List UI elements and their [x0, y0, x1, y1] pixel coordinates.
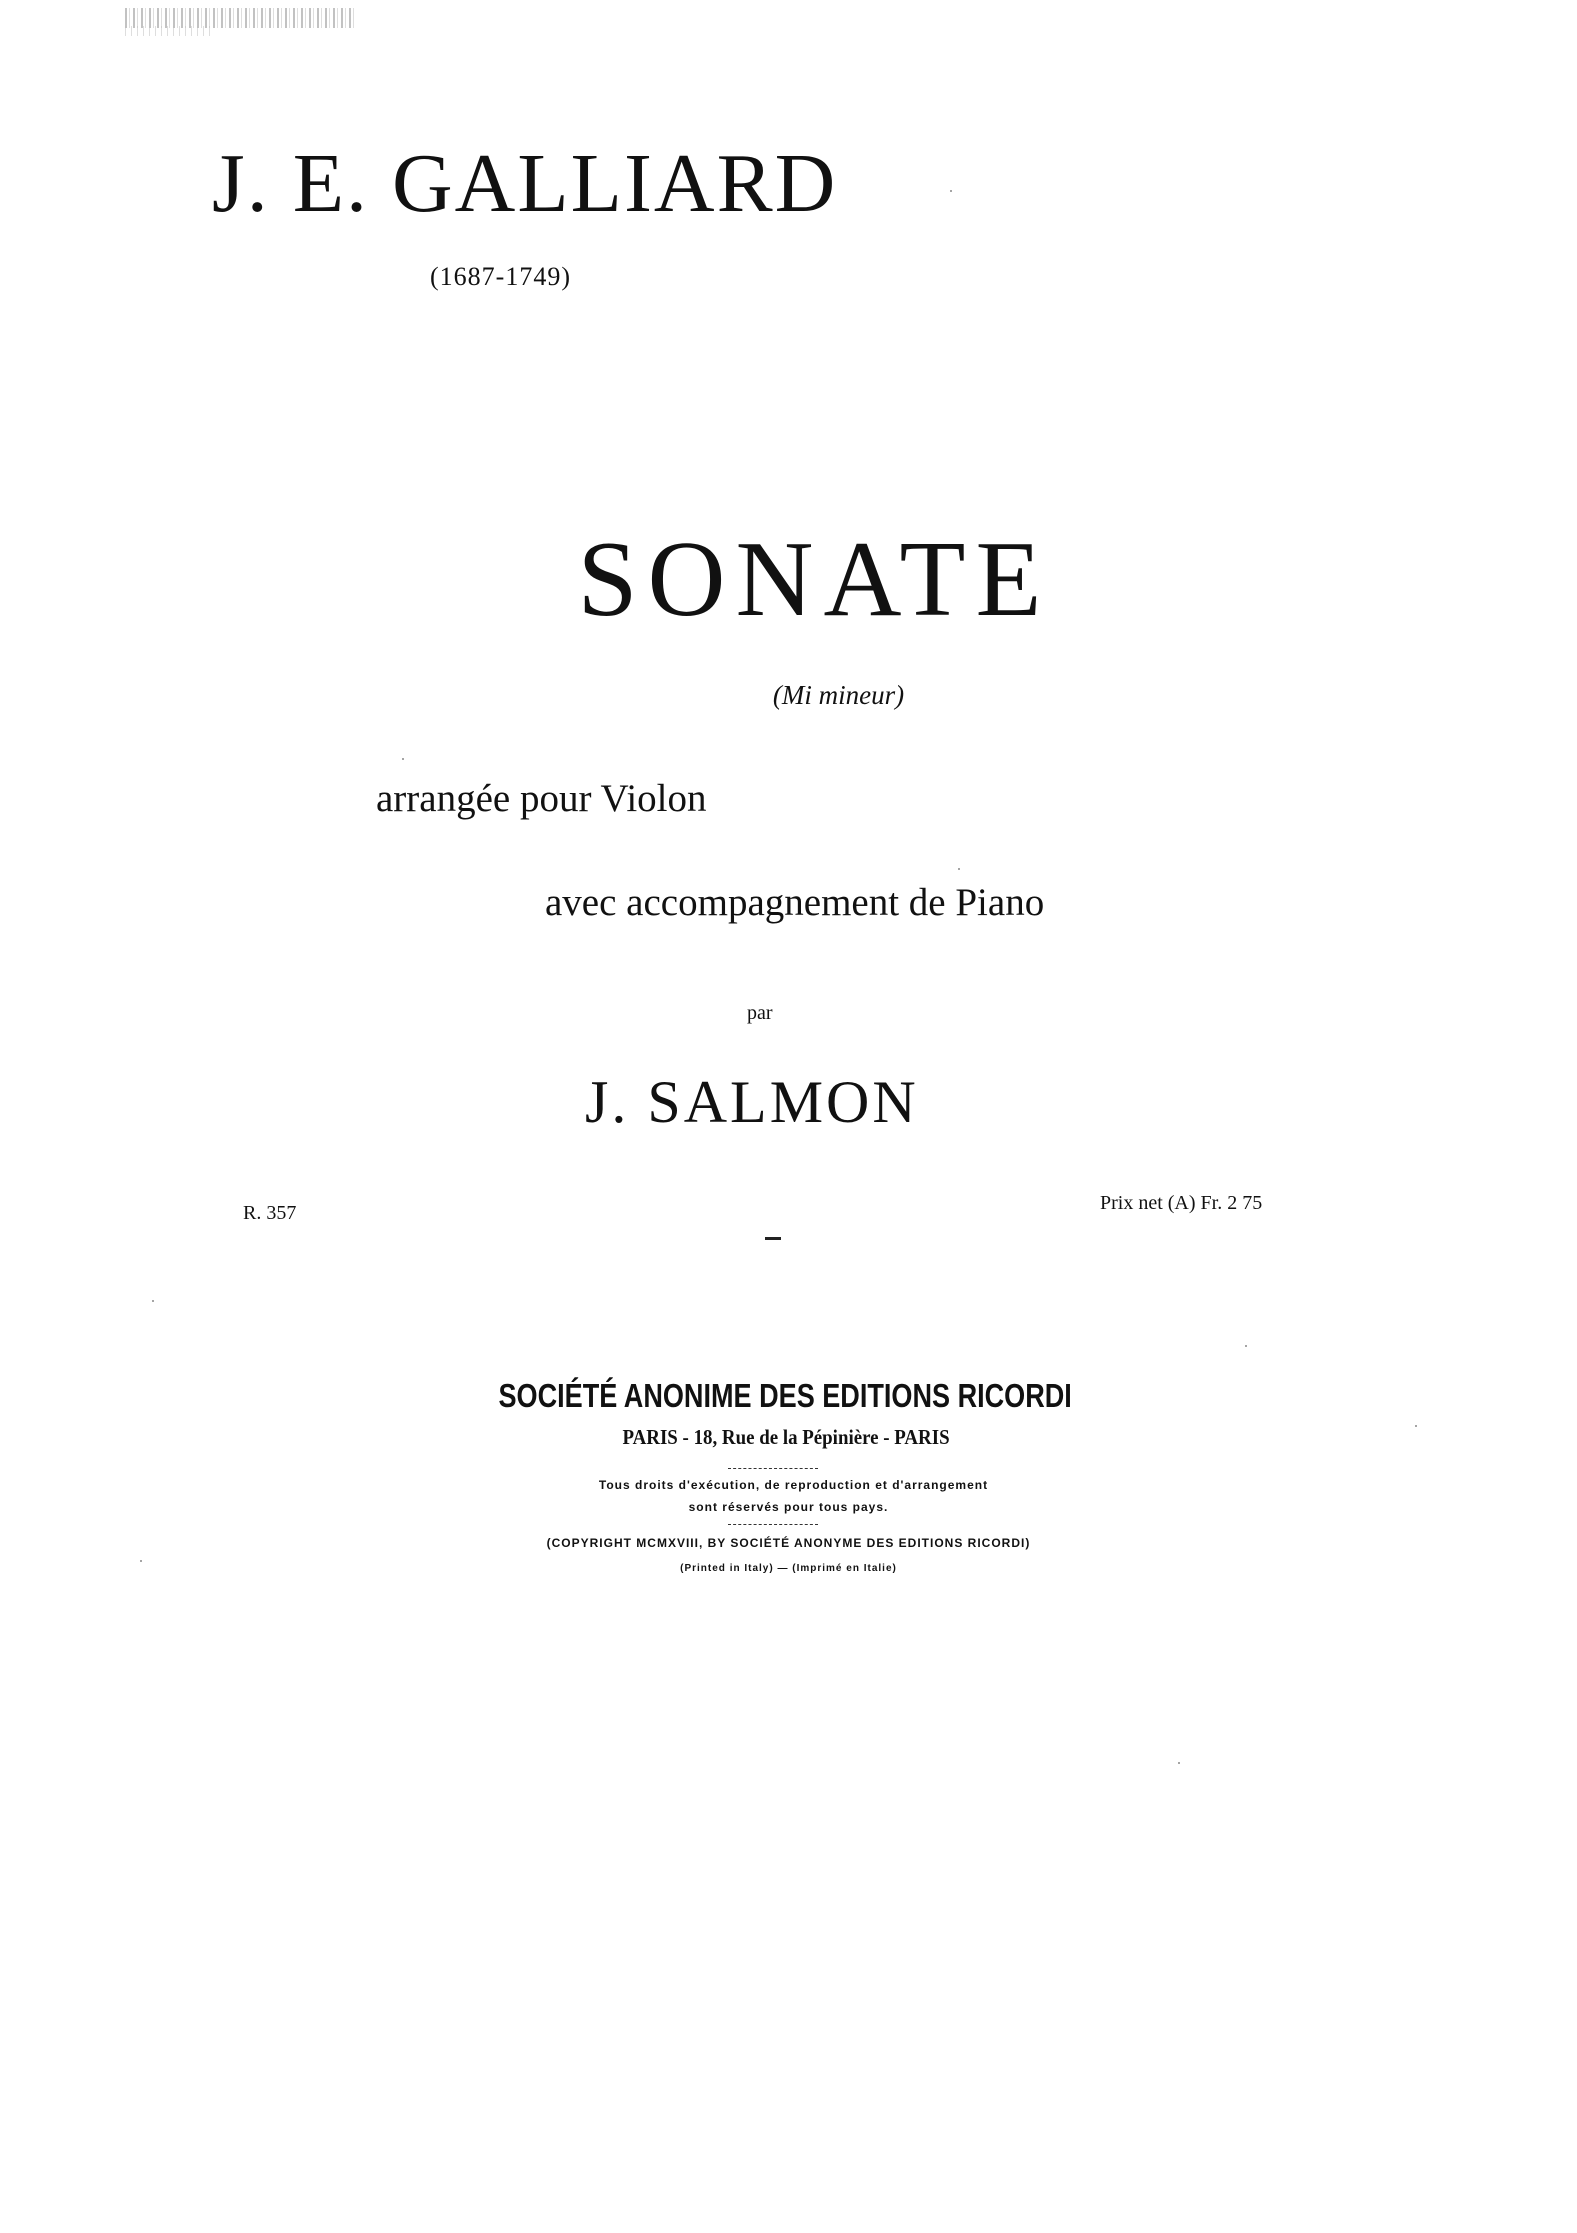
divider-2 [728, 1524, 818, 1525]
copyright-notice: (COPYRIGHT MCMXVIII, BY SOCIÉTÉ ANONYME DES EDITIONS RICORDI) [546, 1536, 1031, 1550]
printed-in-notice: (Printed in Italy) — (Imprimé en Italie) [680, 1563, 897, 1574]
scan-artifact-top [125, 8, 355, 28]
speck [140, 1560, 142, 1562]
publisher-name: SOCIÉTÉ ANONIME DES EDITIONS RICORDI [498, 1377, 1072, 1414]
work-key: (Mi mineur) [772, 680, 905, 710]
divider-1 [728, 1468, 818, 1469]
speck [152, 1300, 154, 1302]
speck [958, 868, 960, 870]
arrangement-line-2: avec accompagnement de Piano [545, 881, 1045, 924]
arranger-name: J. SALMON [585, 1069, 919, 1135]
arrangement-line-1: arrangée pour Violon [376, 777, 707, 820]
composer-name: J. E. GALLIARD [212, 137, 838, 230]
par-label: par [747, 1002, 773, 1024]
publisher-address: PARIS - 18, Rue de la Pépinière - PARIS [622, 1425, 950, 1449]
speck [950, 190, 952, 192]
work-title: SONATE [577, 520, 1052, 639]
rights-line-2: sont réservés pour tous pays. [688, 1500, 889, 1514]
scan-artifact-top-2 [125, 26, 215, 36]
speck [1415, 1425, 1417, 1427]
rights-line-1: Tous droits d'exécution, de reproduction et d'arrangement [598, 1478, 989, 1492]
speck [402, 758, 404, 760]
price-label: Prix net (A) Fr. 2 75 [1100, 1192, 1263, 1214]
composer-dates: (1687-1749) [430, 262, 571, 291]
speck [1245, 1345, 1247, 1347]
catalog-number: R. 357 [243, 1202, 297, 1224]
speck [1178, 1762, 1180, 1764]
dash-mark [765, 1237, 781, 1240]
